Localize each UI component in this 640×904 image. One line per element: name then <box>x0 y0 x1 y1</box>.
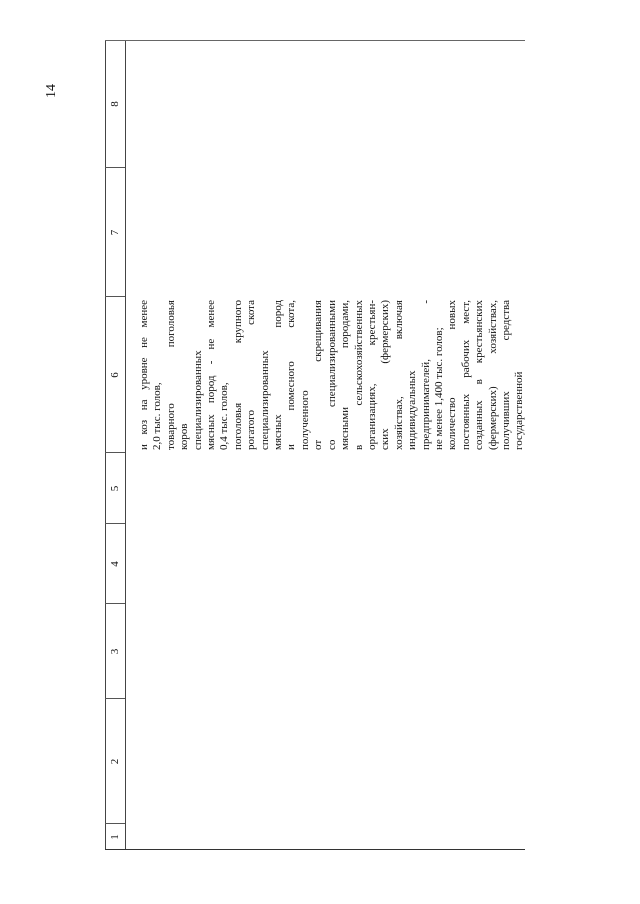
header-col-2: 2 <box>109 758 121 765</box>
text-line: мясных пород - не менее <box>205 300 218 450</box>
rotated-table <box>105 40 525 850</box>
header-col-3: 3 <box>109 648 121 655</box>
text-line: поголовья крупного <box>231 300 244 450</box>
text-line: товарного поголовья <box>164 300 177 450</box>
text-line: постоянных рабочих мест, <box>459 300 472 450</box>
header-col-8: 8 <box>109 101 121 107</box>
text-line: 2,0 тыс. голов, <box>151 382 164 450</box>
text-line: от скрещивания <box>312 300 325 450</box>
text-line: (фермерских) хозяйствах, <box>486 300 499 450</box>
text-line: созданных в крестьянских <box>473 300 486 450</box>
table-right-border <box>105 40 525 41</box>
table-left-border <box>105 849 525 850</box>
text-line: мясными породами, <box>339 300 352 450</box>
text-line: со специализированными <box>325 300 338 450</box>
header-col-5: 5 <box>109 485 121 492</box>
text-line: полученного <box>298 390 311 450</box>
text-line: мясных пород <box>272 300 285 450</box>
text-line: организациях, крестьян- <box>365 300 378 450</box>
text-line: количество новых <box>446 300 459 450</box>
text-line: рогатого скота <box>245 300 258 450</box>
text-line: специализированных <box>258 350 271 450</box>
text-line: получивших средства <box>499 300 512 450</box>
table-top-border <box>105 40 106 850</box>
text-line: 0,4 тыс. голов, <box>218 382 231 450</box>
text-line: государственной <box>513 371 526 450</box>
text-line: и коз на уровне не менее <box>138 300 150 450</box>
header-col-7: 7 <box>109 229 121 236</box>
text-line: хозяйствах, включая <box>392 300 405 450</box>
column-6-text <box>138 300 527 450</box>
text-line: ских (фермерских) <box>379 300 392 450</box>
header-col-6: 6 <box>109 372 121 378</box>
header-col-4: 4 <box>109 561 121 567</box>
page-number: 14 <box>44 84 59 98</box>
header-bottom-border <box>125 40 126 850</box>
text-line: не менее 1,400 тыс. голов; <box>432 327 445 450</box>
text-line: коров <box>178 423 191 450</box>
text-line: в сельскохозяйственных <box>352 300 365 450</box>
header-col-1: 1 <box>109 834 121 840</box>
text-line: предпринимателей, - <box>419 300 432 450</box>
text-line: специализированных <box>191 350 204 450</box>
text-line: и помесного скота, <box>285 300 298 450</box>
text-line: индивидуальных <box>406 370 419 450</box>
